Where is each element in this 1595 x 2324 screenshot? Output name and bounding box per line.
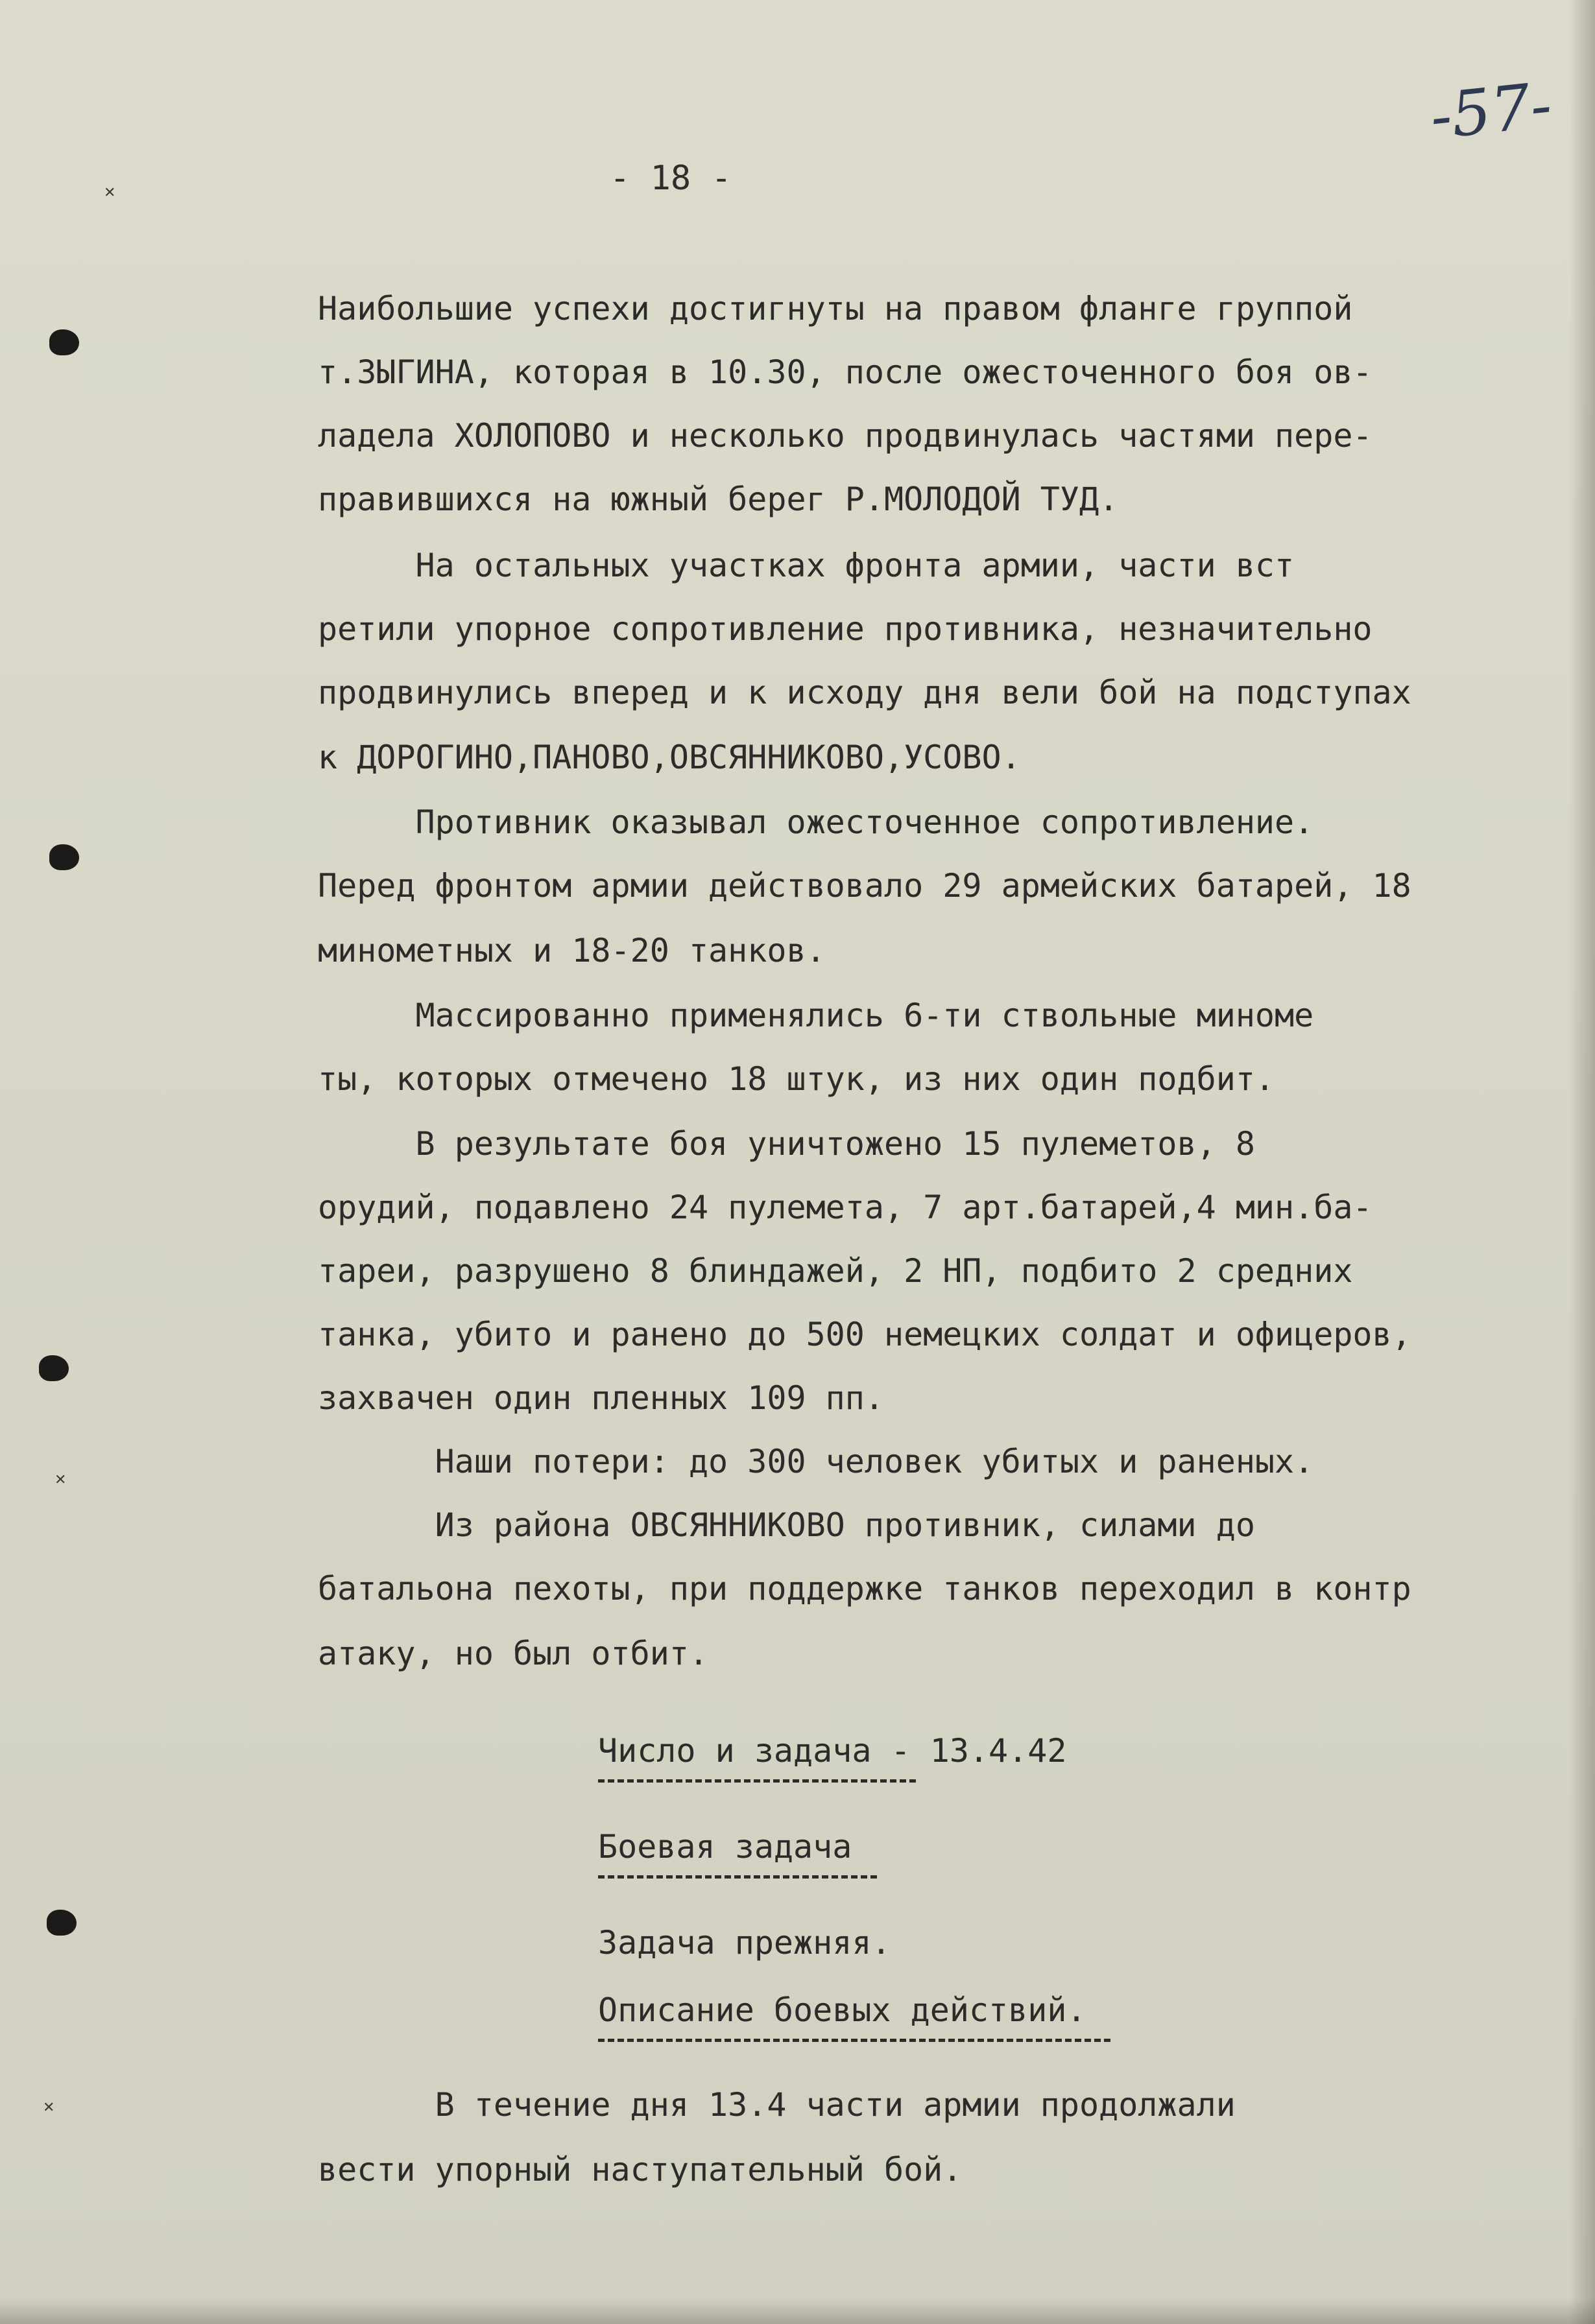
page-number: - 18 -	[610, 159, 732, 198]
margin-tick: ✕	[54, 1472, 67, 1488]
text-line: Наши потери: до 300 человек убитых и раненых.	[318, 1443, 1314, 1480]
page-edge-shadow-right	[1569, 0, 1595, 2324]
text-line: На остальных участках фронта армии, части вст	[318, 547, 1295, 584]
section-heading-date: Число и задача - 13.4.42	[598, 1732, 1067, 1770]
section-heading-task: Боевая задача	[598, 1828, 852, 1866]
text-line: к ДОРОГИНО,ПАНОВО,ОВСЯННИКОВО,УСОВО.	[318, 739, 1021, 776]
text-line: ты, которых отмечено 18 штук, из них один подбит.	[318, 1060, 1275, 1098]
heading-underline	[598, 1875, 877, 1879]
page-edge-shadow-bottom	[0, 2298, 1595, 2324]
text-line: Массированно применялись 6-ти ствольные миноме	[318, 997, 1314, 1034]
text-line: батальона пехоты, при поддержке танков переходил в контр	[318, 1570, 1411, 1607]
text-line: В течение дня 13.4 части армии продолжали	[318, 2086, 1236, 2124]
text-line: ретили упорное сопротивление противника, незначительно	[318, 610, 1373, 648]
text-line: правившихся на южный берег Р.МОЛОДОЙ ТУД.	[318, 480, 1119, 518]
text-line: ладела ХОЛОПОВО и несколько продвинулась частями пере-	[318, 417, 1373, 455]
text-line: Противник оказывал ожесточенное сопротивление.	[318, 803, 1314, 841]
archive-folio-number: -57-	[1426, 68, 1555, 154]
text-line: захвачен один пленных 109 пп.	[318, 1379, 884, 1417]
text-line: атаку, но был отбит.	[318, 1635, 709, 1672]
text-line: минометных и 18-20 танков.	[318, 932, 826, 969]
heading-underline	[598, 2039, 1110, 2042]
text-line: т.ЗЫГИНА, которая в 10.30, после ожесточенного боя ов-	[318, 353, 1373, 391]
section-heading-actions: Описание боевых действий.	[598, 1991, 1086, 2029]
margin-tick: ✕	[104, 185, 116, 201]
text-line: В результате боя уничтожено 15 пулеметов, 8	[318, 1125, 1255, 1163]
text-line: вести упорный наступательный бой.	[318, 2151, 963, 2188]
binder-hole	[49, 844, 79, 870]
text-line: танка, убито и ранено до 500 немецких солдат и офицеров,	[318, 1316, 1411, 1353]
text-line: Из района ОВСЯННИКОВО противник, силами до	[318, 1506, 1255, 1544]
binder-hole	[39, 1355, 69, 1381]
margin-tick: ✕	[43, 2100, 55, 2116]
task-statement: Задача прежняя.	[598, 1924, 891, 1962]
heading-underline	[598, 1779, 916, 1783]
binder-hole	[47, 1910, 77, 1936]
text-line: Наибольшие успехи достигнуты на правом фланге группой	[318, 290, 1353, 327]
text-line: тареи, разрушено 8 блиндажей, 2 НП, подбито 2 средних	[318, 1252, 1353, 1290]
text-line: Перед фронтом армии действовало 29 армейских батарей, 18	[318, 867, 1411, 905]
text-line: орудий, подавлено 24 пулемета, 7 арт.батарей,4 мин.ба-	[318, 1189, 1373, 1226]
binder-hole	[49, 329, 79, 355]
text-line: продвинулись вперед и к исходу дня вели бой на подступах	[318, 674, 1411, 711]
